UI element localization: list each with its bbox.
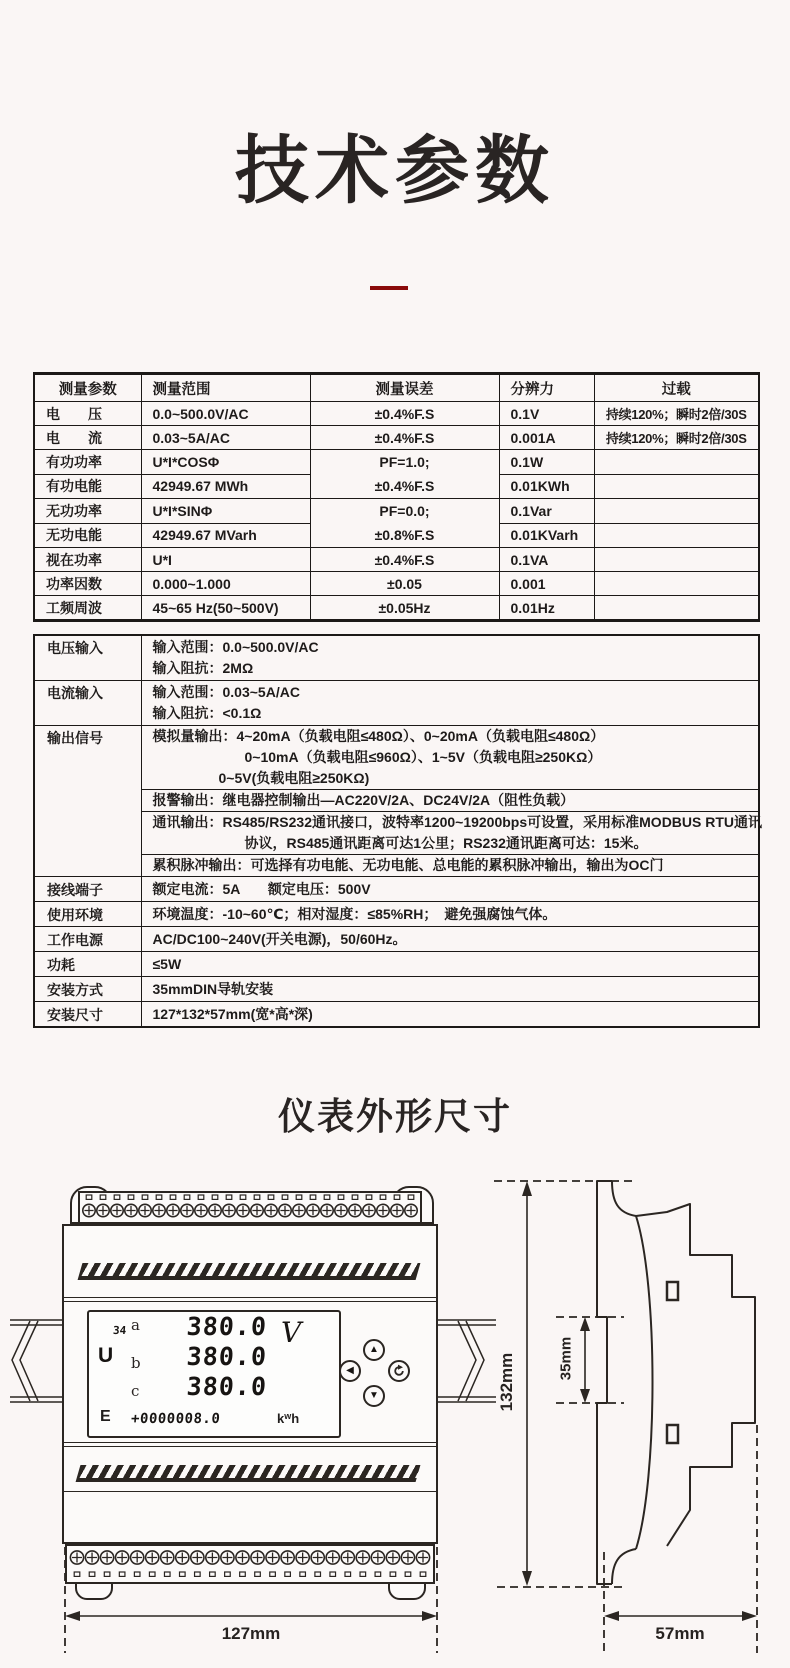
spec-line: 环境温度：-10~60℃；相对湿度：≤85%RH； 避免强腐蚀气体。 bbox=[152, 906, 557, 922]
error-cell: ±0.4%F.S bbox=[310, 402, 499, 426]
range-cell: 42949.67 MVarh bbox=[141, 523, 310, 548]
lcd-energy-value: +0000008.0 bbox=[130, 1411, 221, 1427]
dimension-drawing bbox=[0, 1100, 790, 1668]
col-header-range: 测量范围 bbox=[141, 374, 310, 402]
table-row bbox=[34, 548, 759, 572]
range-cell: 0.000~1.000 bbox=[141, 572, 310, 596]
table-row bbox=[34, 596, 759, 621]
row-content bbox=[141, 877, 759, 902]
terminal-screws-bottom bbox=[67, 1546, 433, 1582]
spec-line: AC/DC100~240V(开关电源)，50/60Hz。 bbox=[152, 931, 407, 947]
comm-output-block bbox=[142, 811, 763, 854]
row-content bbox=[141, 977, 759, 1002]
spec-line: 累积脉冲输出：可选择有功电能、无功电能、总电能的累积脉冲输出，输出为OC门 bbox=[152, 857, 664, 873]
error-cell: ±0.05Hz bbox=[310, 596, 499, 621]
row-label: 输出信号 bbox=[34, 726, 141, 877]
table-row bbox=[34, 402, 759, 426]
range-cell: 42949.67 MWh bbox=[141, 474, 310, 499]
lcd-value-b: 380.0 bbox=[185, 1342, 269, 1371]
spec-line: 协议，RS485通讯距离可达1公里；RS232通讯距离可达：15米。 bbox=[244, 835, 648, 851]
range-cell: 0.03~5A/AC bbox=[141, 426, 310, 450]
vent-grille-bottom bbox=[76, 1465, 421, 1482]
io-spec-table bbox=[33, 634, 763, 1028]
table-row bbox=[34, 572, 759, 596]
row-content bbox=[141, 681, 759, 726]
col-header-overload: 过载 bbox=[594, 374, 759, 402]
lcd-phase-a-label: a bbox=[131, 1316, 140, 1334]
spec-line: ≤5W bbox=[152, 956, 182, 972]
param-cell: 电 压 bbox=[34, 402, 141, 426]
error-cell: ±0.4%F.S bbox=[310, 548, 499, 572]
left-button bbox=[339, 1360, 361, 1382]
lcd-display bbox=[87, 1310, 341, 1438]
resolution-cell: 0.1VA bbox=[499, 548, 594, 572]
spec-line: 输入阻抗：2MΩ bbox=[152, 660, 254, 676]
spec-line: 输入范围：0.03~5A/AC bbox=[152, 684, 300, 700]
page-title: 技术参数 bbox=[235, 129, 555, 212]
row-content bbox=[141, 726, 763, 877]
section-title: 仪表外形尺寸 bbox=[278, 1096, 512, 1137]
enter-button bbox=[388, 1360, 410, 1382]
overload-cell-empty bbox=[594, 499, 759, 524]
row-content bbox=[141, 635, 759, 681]
range-cell: 0.0~500.0V/AC bbox=[141, 402, 310, 426]
param-cell: 有功功率 bbox=[34, 450, 141, 475]
panel-line bbox=[64, 1491, 436, 1492]
row-label: 安装方式 bbox=[34, 977, 141, 1002]
unit-k: k bbox=[277, 1411, 285, 1426]
table-row bbox=[34, 877, 759, 902]
overload-cell-empty bbox=[594, 523, 759, 548]
table-header-row bbox=[34, 374, 759, 402]
table-row bbox=[34, 726, 759, 877]
dim-rail-label: 35mm bbox=[557, 1336, 575, 1381]
error-cell-merged bbox=[310, 499, 499, 548]
down-button bbox=[363, 1385, 385, 1407]
return-icon bbox=[392, 1364, 406, 1378]
row-label: 工作电源 bbox=[34, 927, 141, 952]
param-cell: 工频周波 bbox=[34, 596, 141, 621]
table-row bbox=[34, 927, 759, 952]
pulse-output-block bbox=[142, 854, 759, 876]
resolution-cell: 0.1Var bbox=[499, 499, 594, 524]
row-label: 接线端子 bbox=[34, 877, 141, 902]
alarm-output-block bbox=[142, 789, 759, 811]
resolution-cell: 0.1V bbox=[499, 402, 594, 426]
dim-depth-label: 57mm bbox=[655, 1624, 705, 1643]
error-cell: ±0.05 bbox=[310, 572, 499, 596]
resolution-cell: 0.01KVarh bbox=[499, 523, 594, 548]
table-row bbox=[34, 635, 759, 681]
table-row bbox=[34, 681, 759, 726]
terminal-block-top bbox=[78, 1191, 422, 1224]
row-content bbox=[141, 1002, 759, 1028]
resolution-cell: 0.001A bbox=[499, 426, 594, 450]
error-line: PF=1.0; bbox=[379, 454, 430, 470]
error-cell: ±0.4%F.S bbox=[310, 426, 499, 450]
resolution-cell: 0.001 bbox=[499, 572, 594, 596]
range-cell: U*I*COSΦ bbox=[141, 450, 310, 475]
title-divider bbox=[370, 286, 408, 290]
resolution-cell: 0.01KWh bbox=[499, 474, 594, 499]
row-content bbox=[141, 952, 759, 977]
meter-front-view bbox=[62, 1224, 438, 1544]
error-line: ±0.4%F.S bbox=[374, 478, 435, 494]
lcd-wiring-mode: 34 bbox=[112, 1324, 127, 1337]
resolution-cell: 0.01Hz bbox=[499, 596, 594, 621]
left-arrow-icon: ◀ bbox=[346, 1365, 354, 1376]
param-cell: 电 流 bbox=[34, 426, 141, 450]
spec-line: 0~10mA（负载电阻≤960Ω）、1~5V（负载电阻≥250KΩ） bbox=[244, 749, 602, 765]
table-row bbox=[34, 902, 759, 927]
row-label: 电流输入 bbox=[34, 681, 141, 726]
overload-cell: 持续120%；瞬时2倍/30S bbox=[594, 402, 759, 426]
overload-cell-empty bbox=[594, 548, 759, 572]
lcd-value-c: 380.0 bbox=[185, 1372, 269, 1401]
terminal-block-bottom bbox=[65, 1544, 435, 1584]
spec-line: 额定电流：5A 额定电压：500V bbox=[152, 881, 371, 897]
overload-cell-empty bbox=[594, 572, 759, 596]
lcd-value-a: 380.0 bbox=[185, 1312, 269, 1341]
col-header-param: 测量参数 bbox=[34, 374, 141, 402]
up-button bbox=[363, 1339, 385, 1361]
terminal-screws-top bbox=[80, 1193, 420, 1222]
analog-output-block bbox=[142, 726, 759, 789]
range-cell: U*I*SINΦ bbox=[141, 499, 310, 524]
panel-separator bbox=[64, 1442, 436, 1447]
range-cell: U*I bbox=[141, 548, 310, 572]
spec-line: 通讯输出：RS485/RS232通讯接口，波特率1200~19200bps可设置，采用标准MODBUS RTU通讯 bbox=[152, 814, 763, 830]
panel-separator bbox=[64, 1297, 436, 1302]
table-row bbox=[34, 1002, 759, 1028]
spec-line: 报警输出：继电器控制输出—AC220V/2A、DC24V/2A（阻性负载） bbox=[152, 792, 575, 808]
table-row bbox=[34, 426, 759, 450]
dim-width-label: 127mm bbox=[221, 1624, 281, 1643]
overload-cell: 持续120%；瞬时2倍/30S bbox=[594, 426, 759, 450]
measurement-spec-table bbox=[33, 372, 760, 622]
range-cell: 45~65 Hz(50~500V) bbox=[141, 596, 310, 621]
spec-line: 35mmDIN导轨安装 bbox=[152, 981, 274, 997]
overload-cell-empty bbox=[594, 596, 759, 621]
col-header-error: 测量误差 bbox=[310, 374, 499, 402]
param-cell: 功率因数 bbox=[34, 572, 141, 596]
error-line: PF=0.0; bbox=[379, 503, 430, 519]
table-row bbox=[34, 499, 759, 524]
lcd-energy-symbol: E bbox=[100, 1408, 111, 1425]
row-content bbox=[141, 927, 759, 952]
row-label: 功耗 bbox=[34, 952, 141, 977]
param-cell: 视在功率 bbox=[34, 548, 141, 572]
param-cell: 无功电能 bbox=[34, 523, 141, 548]
row-label: 安装尺寸 bbox=[34, 1002, 141, 1028]
unit-h: h bbox=[291, 1411, 300, 1426]
lcd-phase-c-label: c bbox=[131, 1382, 140, 1400]
col-header-resolution: 分辨力 bbox=[499, 374, 594, 402]
spec-line: 模拟量输出：4~20mA（负载电阻≤480Ω）、0~20mA（负载电阻≤480Ω） bbox=[152, 728, 605, 744]
overload-cell-empty bbox=[594, 450, 759, 475]
table-row bbox=[34, 450, 759, 475]
resolution-cell: 0.1W bbox=[499, 450, 594, 475]
unit-w: w bbox=[284, 1411, 292, 1421]
error-cell-merged bbox=[310, 450, 499, 499]
lcd-phase-b-label: b bbox=[131, 1354, 141, 1372]
table-row bbox=[34, 952, 759, 977]
down-arrow-icon: ▼ bbox=[369, 1390, 379, 1401]
row-label: 使用环境 bbox=[34, 902, 141, 927]
param-cell: 有功电能 bbox=[34, 474, 141, 499]
spec-line: 输入范围：0.0~500.0V/AC bbox=[152, 639, 319, 655]
param-cell: 无功功率 bbox=[34, 499, 141, 524]
spec-line: 输入阻抗：<0.1Ω bbox=[152, 705, 262, 721]
spec-line: 127*132*57mm(宽*高*深) bbox=[152, 1006, 313, 1022]
overload-cell-empty bbox=[594, 474, 759, 499]
dim-height-label: 132mm bbox=[497, 1352, 516, 1412]
lcd-volt-unit: V bbox=[281, 1316, 302, 1349]
table-row bbox=[34, 977, 759, 1002]
row-content bbox=[141, 902, 759, 927]
up-arrow-icon: ▲ bbox=[369, 1344, 379, 1355]
error-line: ±0.8%F.S bbox=[374, 527, 435, 543]
spec-line: 0~5V(负载电阻≥250KΩ) bbox=[218, 770, 370, 786]
row-label: 电压输入 bbox=[34, 635, 141, 681]
lcd-energy-unit bbox=[277, 1411, 299, 1426]
vent-grille-top bbox=[78, 1263, 421, 1280]
lcd-voltage-symbol: U bbox=[98, 1344, 114, 1367]
